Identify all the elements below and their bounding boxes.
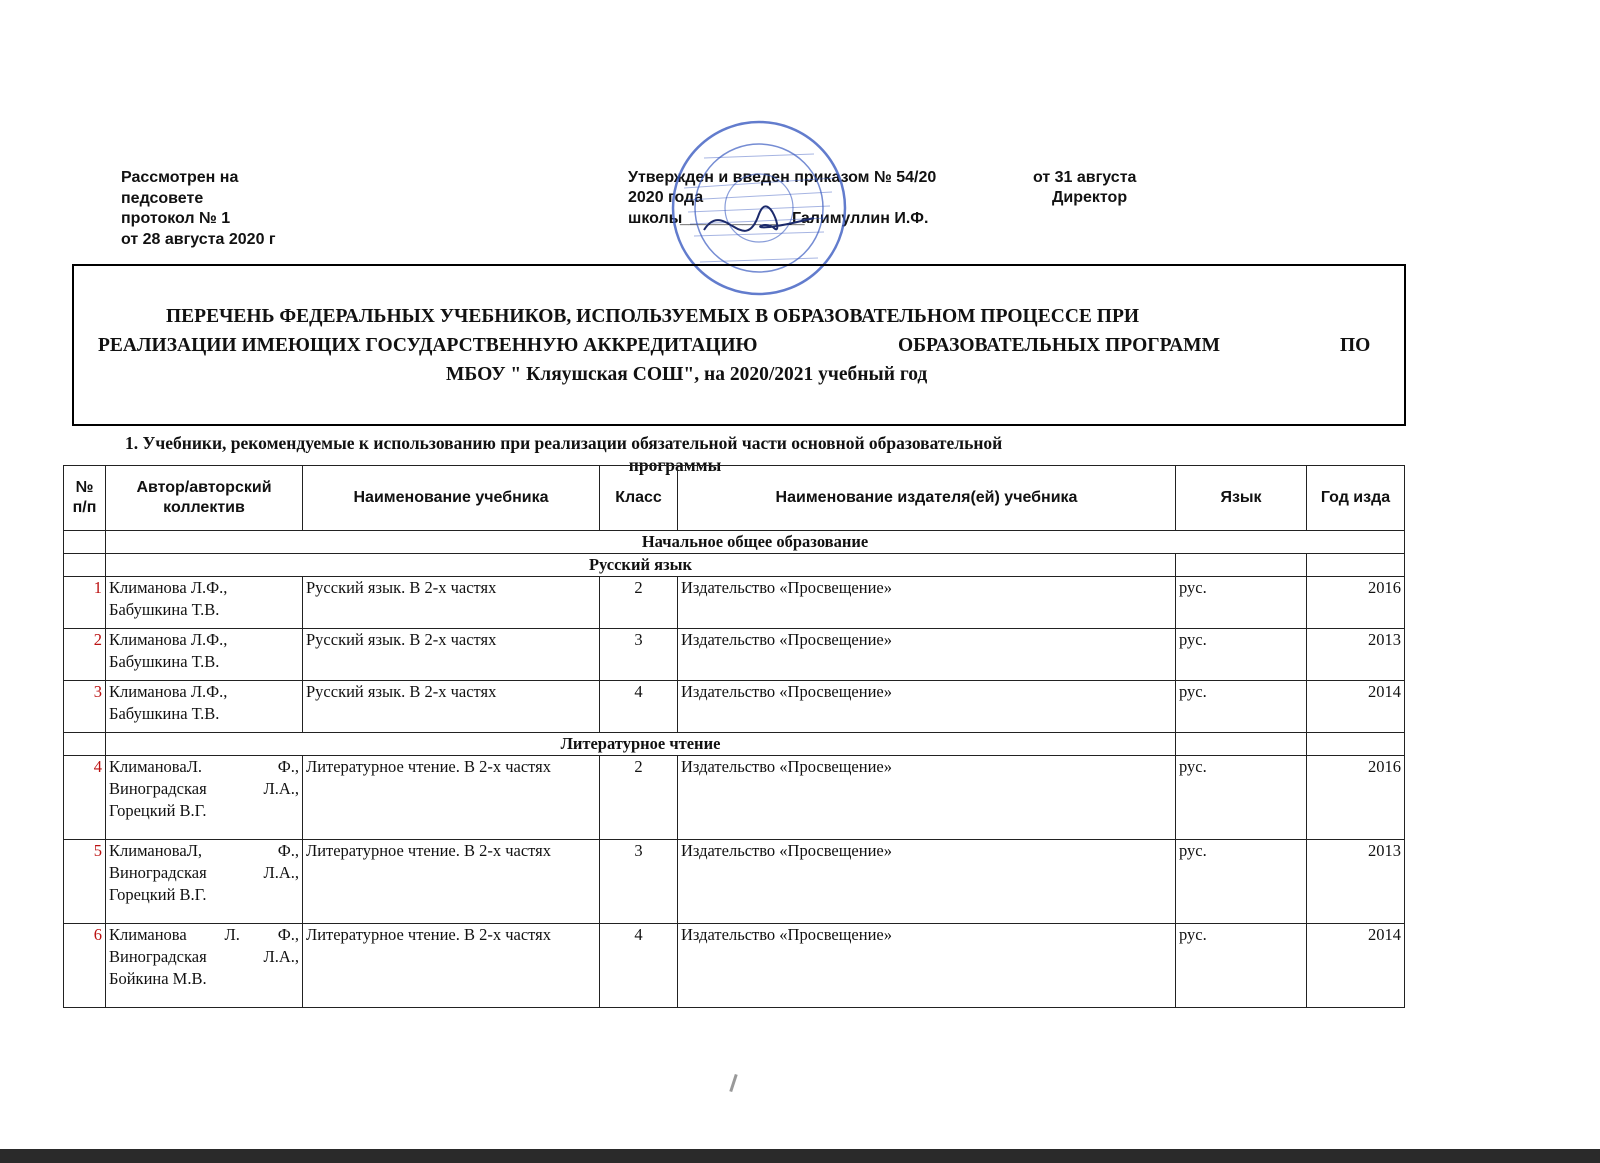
textbook-table: [63, 465, 1405, 1008]
row-language: рус.: [1176, 577, 1307, 629]
left-line-3: протокол № 1: [121, 210, 231, 227]
row-author: [106, 924, 303, 1008]
author-line: Бабушкина Т.В.: [109, 600, 220, 619]
row-author: [106, 577, 303, 629]
row-author: [106, 681, 303, 733]
author-line: КлимановаЛ, Ф.,: [109, 841, 299, 860]
table-row: [64, 840, 1405, 924]
header-num: № п/п: [64, 466, 106, 531]
row-year: 2014: [1307, 681, 1405, 733]
author-line: Климанова Л.Ф.,: [109, 630, 228, 649]
row-language: рус.: [1176, 840, 1307, 924]
section-line-1: 1. Учебники, рекомендуемые к использованию при реализации обязательной части основной образовательной: [125, 433, 1003, 453]
row-year: 2014: [1307, 924, 1405, 1008]
director-label: Директор: [1052, 189, 1128, 206]
row-author: [106, 756, 303, 840]
group-row-empty: [1307, 733, 1405, 756]
group-row-empty: [1176, 554, 1307, 577]
row-textbook-name: Русский язык. В 2-х частях: [303, 681, 600, 733]
row-class: 3: [600, 629, 678, 681]
row-textbook-name: Русский язык. В 2-х частях: [303, 629, 600, 681]
row-class: 2: [600, 577, 678, 629]
document-title-box: [72, 264, 1406, 426]
title-line-2b: ОБРАЗОВАТЕЛЬНЫХ ПРОГРАММ: [898, 335, 1220, 356]
level-title: Начальное общее образование: [106, 531, 1405, 554]
header-publisher: Наименование издателя(ей) учебника: [678, 466, 1176, 531]
group-row: [64, 733, 1405, 756]
row-class: 2: [600, 756, 678, 840]
header-class: Класс: [600, 466, 678, 531]
author-line: Климанова Л.Ф.,: [109, 682, 228, 701]
row-language: рус.: [1176, 681, 1307, 733]
row-textbook-name: Русский язык. В 2-х частях: [303, 577, 600, 629]
row-language: рус.: [1176, 756, 1307, 840]
row-number: 3: [64, 681, 106, 733]
author-line: КлимановаЛ. Ф.,: [109, 757, 299, 776]
group-row-empty: [64, 554, 106, 577]
group-row-empty: [1307, 554, 1405, 577]
row-publisher: Издательство «Просвещение»: [678, 681, 1176, 733]
header-year: Год изда: [1307, 466, 1405, 531]
title-line-3: МБОУ " Кляушская СОШ", на 2020/2021 учебный год: [446, 364, 928, 385]
row-class: 4: [600, 681, 678, 733]
title-line-2c: ПО: [1340, 335, 1371, 356]
table-row: [64, 756, 1405, 840]
group-row-empty: [1176, 733, 1307, 756]
table-row: [64, 924, 1405, 1008]
author-line: Бойкина М.В.: [109, 969, 207, 988]
group-title: Русский язык: [106, 554, 1176, 577]
approval-left-block: [121, 168, 276, 250]
author-line: Виноградская Л.А.,: [109, 779, 299, 798]
section-line-2: программы: [628, 455, 722, 475]
row-textbook-name: Литературное чтение. В 2-х частях: [303, 840, 600, 924]
header-name: Наименование учебника: [303, 466, 600, 531]
header-author: Автор/авторский коллектив: [106, 466, 303, 531]
title-line-1: ПЕРЕЧЕНЬ ФЕДЕРАЛЬНЫХ УЧЕБНИКОВ, ИСПОЛЬЗУЕМЫХ В ОБРАЗОВАТЕЛЬНОМ ПРОЦЕССЕ ПРИ: [166, 306, 1140, 327]
left-line-2: педсовете: [121, 189, 204, 207]
approved-text: Утвержден и введен приказом № 54/20: [628, 169, 937, 186]
row-textbook-name: Литературное чтение. В 2-х частях: [303, 924, 600, 1008]
level-row: [64, 531, 1405, 554]
row-textbook-name: Литературное чтение. В 2-х частях: [303, 756, 600, 840]
row-publisher: Издательство «Просвещение»: [678, 840, 1176, 924]
pen-mark: [729, 1074, 737, 1092]
row-publisher: Издательство «Просвещение»: [678, 577, 1176, 629]
level-row-empty: [64, 531, 106, 554]
row-number: 6: [64, 924, 106, 1008]
left-line-4: от 28 августа 2020 г: [121, 230, 276, 248]
school-label: школы: [628, 210, 683, 227]
author-line: Климанова Л.Ф.,: [109, 578, 228, 597]
author-line: Бабушкина Т.В.: [109, 652, 220, 671]
author-line: Горецкий В.Г.: [109, 801, 207, 820]
author-line: Бабушкина Т.В.: [109, 704, 220, 723]
author-line: Горецкий В.Г.: [109, 885, 207, 904]
author-line: Виноградская Л.А.,: [109, 863, 299, 882]
row-language: рус.: [1176, 629, 1307, 681]
approved-date: от 31 августа: [1033, 169, 1137, 186]
title-line-2a: РЕАЛИЗАЦИИ ИМЕЮЩИХ ГОСУДАРСТВЕННУЮ АККРЕДИТАЦИЮ: [98, 335, 758, 356]
table-row: [64, 629, 1405, 681]
row-publisher: Издательство «Просвещение»: [678, 629, 1176, 681]
row-publisher: Издательство «Просвещение»: [678, 924, 1176, 1008]
group-row-empty: [64, 733, 106, 756]
row-number: 1: [64, 577, 106, 629]
row-year: 2013: [1307, 629, 1405, 681]
group-title: Литературное чтение: [106, 733, 1176, 756]
row-language: рус.: [1176, 924, 1307, 1008]
signature-line: ______________: [680, 210, 805, 227]
author-line: Виноградская Л.А.,: [109, 947, 299, 966]
approved-year: 2020 года: [628, 189, 704, 206]
row-number: 4: [64, 756, 106, 840]
row-class: 3: [600, 840, 678, 924]
scan-edge-bar: [0, 1149, 1600, 1163]
row-class: 4: [600, 924, 678, 1008]
row-author: [106, 840, 303, 924]
group-row: [64, 554, 1405, 577]
table-row: [64, 681, 1405, 733]
row-year: 2013: [1307, 840, 1405, 924]
row-year: 2016: [1307, 756, 1405, 840]
table-row: [64, 577, 1405, 629]
row-author: [106, 629, 303, 681]
row-year: 2016: [1307, 577, 1405, 629]
row-number: 2: [64, 629, 106, 681]
header-lang: Язык: [1176, 466, 1307, 531]
left-line-1: Рассмотрен на: [121, 169, 239, 186]
table-header-row: [64, 466, 1405, 531]
author-line: Климанова Л. Ф.,: [109, 925, 299, 944]
director-name: Галимуллин И.Ф.: [792, 210, 929, 227]
row-number: 5: [64, 840, 106, 924]
row-publisher: Издательство «Просвещение»: [678, 756, 1176, 840]
